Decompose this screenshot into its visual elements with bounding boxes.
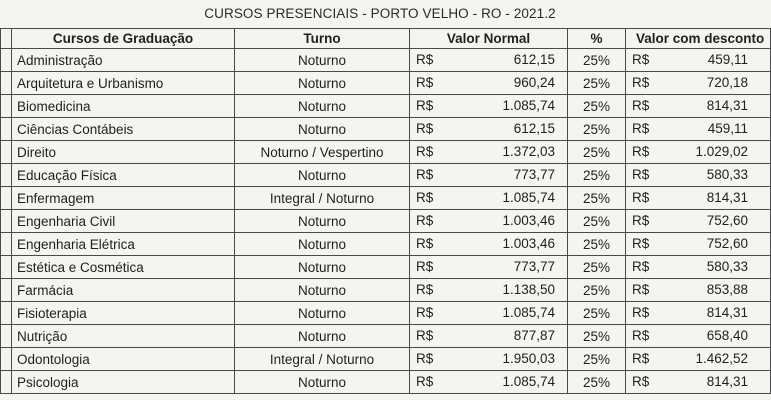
normal-price-cell bbox=[410, 371, 568, 394]
normal-price: 1.085,74 bbox=[502, 98, 555, 113]
table-row bbox=[1, 371, 771, 394]
table-row bbox=[1, 325, 771, 348]
normal-price-cell bbox=[410, 233, 568, 256]
currency-symbol: R$ bbox=[416, 213, 434, 228]
discount-price-cell bbox=[626, 95, 771, 118]
currency-symbol: R$ bbox=[632, 213, 650, 228]
discount-percent: 25% bbox=[568, 95, 626, 118]
row-lead-cell bbox=[1, 49, 12, 72]
table-row bbox=[1, 164, 771, 187]
discount-percent: 25% bbox=[568, 348, 626, 371]
course-name: Nutrição bbox=[12, 325, 235, 348]
course-name: Engenharia Civil bbox=[12, 210, 235, 233]
row-lead-cell bbox=[1, 233, 12, 256]
course-name: Psicologia bbox=[12, 371, 235, 394]
currency-symbol: R$ bbox=[416, 282, 434, 297]
normal-price-cell bbox=[410, 141, 568, 164]
course-name: Administração bbox=[12, 49, 235, 72]
course-name: Educação Física bbox=[12, 164, 235, 187]
course-shift: Integral / Noturno bbox=[235, 348, 410, 371]
discount-price: 658,40 bbox=[706, 328, 748, 343]
discount-price: 1.462,52 bbox=[695, 351, 748, 366]
course-name: Engenharia Elétrica bbox=[12, 233, 235, 256]
currency-symbol: R$ bbox=[416, 52, 434, 67]
normal-price: 773,77 bbox=[513, 259, 555, 274]
discount-price-cell bbox=[626, 141, 771, 164]
course-name: Direito bbox=[12, 141, 235, 164]
discount-price-cell bbox=[626, 348, 771, 371]
course-shift: Noturno bbox=[235, 302, 410, 325]
table-row bbox=[1, 141, 771, 164]
normal-price: 1.085,74 bbox=[502, 190, 555, 205]
discount-price-cell bbox=[626, 371, 771, 394]
discount-price: 814,31 bbox=[706, 374, 748, 389]
normal-price: 1.138,50 bbox=[502, 282, 555, 297]
row-lead-cell bbox=[1, 72, 12, 95]
currency-symbol: R$ bbox=[416, 75, 434, 90]
course-name: Ciências Contábeis bbox=[12, 118, 235, 141]
normal-price-cell bbox=[410, 279, 568, 302]
discount-price-cell bbox=[626, 210, 771, 233]
header-normal-price: Valor Normal bbox=[410, 29, 568, 49]
course-shift: Noturno bbox=[235, 256, 410, 279]
normal-price-cell bbox=[410, 325, 568, 348]
currency-symbol: R$ bbox=[632, 305, 650, 320]
courses-table bbox=[0, 28, 771, 394]
course-name: Arquitetura e Urbanismo bbox=[12, 72, 235, 95]
currency-symbol: R$ bbox=[632, 328, 650, 343]
header-shift: Turno bbox=[235, 29, 410, 49]
currency-symbol: R$ bbox=[416, 328, 434, 343]
normal-price-cell bbox=[410, 95, 568, 118]
course-shift: Noturno bbox=[235, 233, 410, 256]
row-lead-cell bbox=[1, 95, 12, 118]
table-row bbox=[1, 348, 771, 371]
discount-price: 814,31 bbox=[706, 98, 748, 113]
course-name: Farmácia bbox=[12, 279, 235, 302]
normal-price-cell bbox=[410, 72, 568, 95]
normal-price-cell bbox=[410, 210, 568, 233]
course-shift: Noturno / Vespertino bbox=[235, 141, 410, 164]
discount-percent: 25% bbox=[568, 118, 626, 141]
table-row bbox=[1, 118, 771, 141]
currency-symbol: R$ bbox=[416, 259, 434, 274]
course-shift: Noturno bbox=[235, 72, 410, 95]
discount-percent: 25% bbox=[568, 72, 626, 95]
header-lead-cell bbox=[1, 29, 12, 49]
course-shift: Noturno bbox=[235, 118, 410, 141]
normal-price-cell bbox=[410, 348, 568, 371]
discount-price-cell bbox=[626, 233, 771, 256]
course-name: Biomedicina bbox=[12, 95, 235, 118]
currency-symbol: R$ bbox=[416, 190, 434, 205]
normal-price: 612,15 bbox=[513, 52, 555, 67]
row-lead-cell bbox=[1, 141, 12, 164]
normal-price-cell bbox=[410, 256, 568, 279]
discount-price-cell bbox=[626, 187, 771, 210]
course-name: Fisioterapia bbox=[12, 302, 235, 325]
discount-percent: 25% bbox=[568, 371, 626, 394]
normal-price: 877,87 bbox=[513, 328, 555, 343]
currency-symbol: R$ bbox=[416, 121, 434, 136]
row-lead-cell bbox=[1, 256, 12, 279]
currency-symbol: R$ bbox=[632, 282, 650, 297]
discount-percent: 25% bbox=[568, 256, 626, 279]
discount-price: 853,88 bbox=[706, 282, 748, 297]
currency-symbol: R$ bbox=[632, 259, 650, 274]
currency-symbol: R$ bbox=[632, 75, 650, 90]
discount-price: 1.029,02 bbox=[695, 144, 748, 159]
discount-price-cell bbox=[626, 279, 771, 302]
currency-symbol: R$ bbox=[416, 144, 434, 159]
discount-price: 580,33 bbox=[706, 167, 748, 182]
table-body bbox=[1, 49, 771, 394]
course-name: Estética e Cosmética bbox=[12, 256, 235, 279]
discount-price: 814,31 bbox=[706, 305, 748, 320]
course-name: Odontologia bbox=[12, 348, 235, 371]
table-row bbox=[1, 233, 771, 256]
normal-price-cell bbox=[410, 118, 568, 141]
normal-price-cell bbox=[410, 164, 568, 187]
discount-percent: 25% bbox=[568, 302, 626, 325]
discount-price: 814,31 bbox=[706, 190, 748, 205]
table-row bbox=[1, 72, 771, 95]
currency-symbol: R$ bbox=[632, 121, 650, 136]
course-shift: Noturno bbox=[235, 95, 410, 118]
table-row bbox=[1, 302, 771, 325]
course-shift: Noturno bbox=[235, 49, 410, 72]
header-discount-price: Valor com desconto bbox=[626, 29, 771, 49]
discount-percent: 25% bbox=[568, 164, 626, 187]
currency-symbol: R$ bbox=[632, 52, 650, 67]
discount-price: 459,11 bbox=[707, 52, 748, 67]
discount-percent: 25% bbox=[568, 187, 626, 210]
normal-price: 960,24 bbox=[513, 75, 555, 90]
currency-symbol: R$ bbox=[416, 98, 434, 113]
table-row bbox=[1, 256, 771, 279]
currency-symbol: R$ bbox=[632, 374, 650, 389]
discount-price: 459,11 bbox=[707, 121, 748, 136]
table-row bbox=[1, 95, 771, 118]
currency-symbol: R$ bbox=[632, 236, 650, 251]
course-shift: Noturno bbox=[235, 325, 410, 348]
normal-price-cell bbox=[410, 302, 568, 325]
row-lead-cell bbox=[1, 302, 12, 325]
row-lead-cell bbox=[1, 325, 12, 348]
discount-percent: 25% bbox=[568, 210, 626, 233]
table-row bbox=[1, 49, 771, 72]
row-lead-cell bbox=[1, 210, 12, 233]
discount-price-cell bbox=[626, 164, 771, 187]
normal-price: 773,77 bbox=[513, 167, 555, 182]
currency-symbol: R$ bbox=[416, 167, 434, 182]
currency-symbol: R$ bbox=[632, 351, 650, 366]
normal-price: 612,15 bbox=[513, 121, 555, 136]
discount-price: 752,60 bbox=[706, 236, 748, 251]
course-shift: Noturno bbox=[235, 371, 410, 394]
discount-price-cell bbox=[626, 325, 771, 348]
discount-price-cell bbox=[626, 118, 771, 141]
row-lead-cell bbox=[1, 118, 12, 141]
discount-price-cell bbox=[626, 72, 771, 95]
course-shift: Noturno bbox=[235, 210, 410, 233]
currency-symbol: R$ bbox=[632, 167, 650, 182]
course-name: Enfermagem bbox=[12, 187, 235, 210]
row-lead-cell bbox=[1, 279, 12, 302]
normal-price: 1.085,74 bbox=[502, 374, 555, 389]
currency-symbol: R$ bbox=[416, 374, 434, 389]
discount-price: 752,60 bbox=[706, 213, 748, 228]
discount-percent: 25% bbox=[568, 49, 626, 72]
normal-price: 1.950,03 bbox=[502, 351, 555, 366]
normal-price-cell bbox=[410, 49, 568, 72]
table-row bbox=[1, 279, 771, 302]
course-shift: Integral / Noturno bbox=[235, 187, 410, 210]
discount-percent: 25% bbox=[568, 325, 626, 348]
discount-percent: 25% bbox=[568, 141, 626, 164]
currency-symbol: R$ bbox=[632, 190, 650, 205]
course-shift: Noturno bbox=[235, 279, 410, 302]
title-text: CURSOS PRESENCIAIS - PORTO VELHO - RO - 2021.2 bbox=[204, 6, 556, 21]
header-percent: % bbox=[568, 29, 626, 49]
currency-symbol: R$ bbox=[416, 351, 434, 366]
discount-percent: 25% bbox=[568, 279, 626, 302]
discount-price-cell bbox=[626, 49, 771, 72]
currency-symbol: R$ bbox=[632, 144, 650, 159]
discount-price-cell bbox=[626, 256, 771, 279]
currency-symbol: R$ bbox=[632, 98, 650, 113]
normal-price: 1.085,74 bbox=[502, 305, 555, 320]
normal-price: 1.003,46 bbox=[502, 236, 555, 251]
document-title bbox=[0, 6, 750, 28]
currency-symbol: R$ bbox=[416, 236, 434, 251]
discount-percent: 25% bbox=[568, 233, 626, 256]
discount-price: 580,33 bbox=[706, 259, 748, 274]
normal-price-cell bbox=[410, 187, 568, 210]
currency-symbol: R$ bbox=[416, 305, 434, 320]
row-lead-cell bbox=[1, 371, 12, 394]
header-course: Cursos de Graduação bbox=[12, 29, 235, 49]
discount-price: 720,18 bbox=[706, 75, 748, 90]
row-lead-cell bbox=[1, 187, 12, 210]
table-row bbox=[1, 187, 771, 210]
row-lead-cell bbox=[1, 348, 12, 371]
discount-price-cell bbox=[626, 302, 771, 325]
table-row bbox=[1, 210, 771, 233]
normal-price: 1.372,03 bbox=[502, 144, 555, 159]
course-shift: Noturno bbox=[235, 164, 410, 187]
header-row bbox=[1, 29, 771, 49]
normal-price: 1.003,46 bbox=[502, 213, 555, 228]
row-lead-cell bbox=[1, 164, 12, 187]
